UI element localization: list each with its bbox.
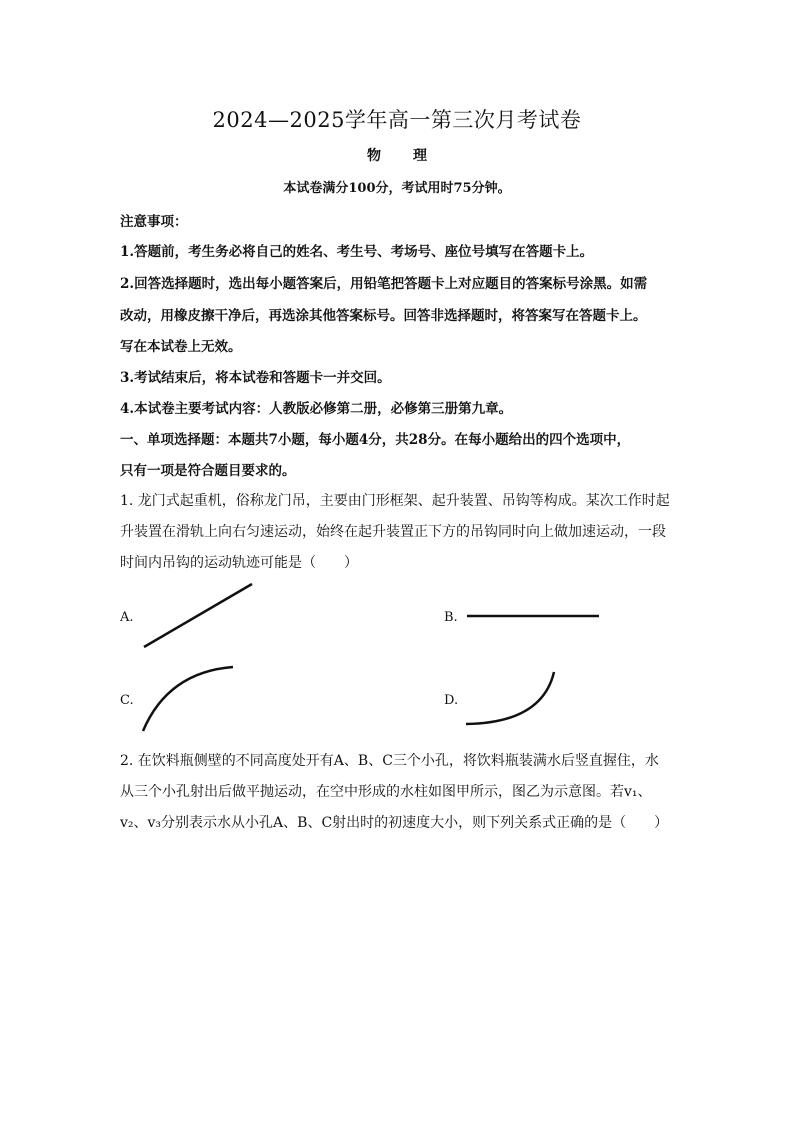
question-1-line-1: 1. 龙门式起重机，俗称龙门吊，主要由门形框架、起升装置、吊钩等构成。某次工作时起: [120, 493, 670, 509]
option-c-trajectory: [138, 660, 238, 735]
option-b-label: B.: [444, 610, 458, 625]
subject-label: 物理: [367, 148, 459, 164]
exam-title: 2024—2025学年高一第三次月考试卷: [212, 108, 582, 132]
question-1-line-2: 升装置在滑轨上向右匀速运动，始终在起升装置正下方的吊钩同时向上做加速运动，一段: [120, 524, 666, 540]
note-item-3: 3.考试结束后，将本试卷和答题卡一并交回。: [120, 370, 391, 386]
question-2-line-3: v₂、v₃分别表示水从小孔A、B、C射出时的初速度大小，则下列关系式正确的是（ ）: [120, 815, 669, 831]
option-d-label: D.: [444, 693, 459, 708]
option-d-trajectory: [462, 668, 562, 728]
question-2-line-2: 从三个小孔射出后做平抛运动，在空中形成的水柱如图甲所示，图乙为示意图。若v₁、: [120, 784, 652, 800]
note-item-4: 4.本试卷主要考试内容：人教版必修第二册，必修第三册第九章。: [120, 401, 513, 417]
note-item-2-line-2: 改动，用橡皮擦干净后，再选涂其他答案标号。回答非选择题时，将答案写在答题卡上。: [120, 308, 647, 324]
note-item-2-line-1: 2.回答选择题时，选出每小题答案后，用铅笔把答题卡上对应题目的答案标号涂黑。如需: [120, 276, 648, 292]
question-2-line-1: 2. 在饮料瓶侧壁的不同高度处开有A、B、C三个小孔，将饮料瓶装满水后竖直握住，水: [120, 753, 659, 769]
exam-meta: 本试卷满分100分，考试用时75分钟。: [283, 181, 511, 196]
note-item-2-line-3: 写在本试卷上无效。: [120, 339, 242, 355]
note-item-1: 1.答题前，考生务必将自己的姓名、考生号、考场号、座位号填写在答题卡上。: [120, 244, 594, 260]
notes-heading: 注意事项：: [120, 214, 188, 230]
question-1-line-3: 时间内吊钩的运动轨迹可能是（ ）: [120, 555, 358, 571]
option-c-label: C.: [120, 693, 134, 708]
option-b-trajectory: [464, 605, 604, 625]
option-a-trajectory: [140, 580, 260, 655]
section-1-heading-line-2: 只有一项是符合题目要求的。: [120, 463, 296, 479]
option-a-label: A.: [120, 610, 134, 625]
section-1-heading-line-1: 一、单项选择题：本题共7小题，每小题4分，共28分。在每小题给出的四个选项中，: [120, 432, 631, 448]
